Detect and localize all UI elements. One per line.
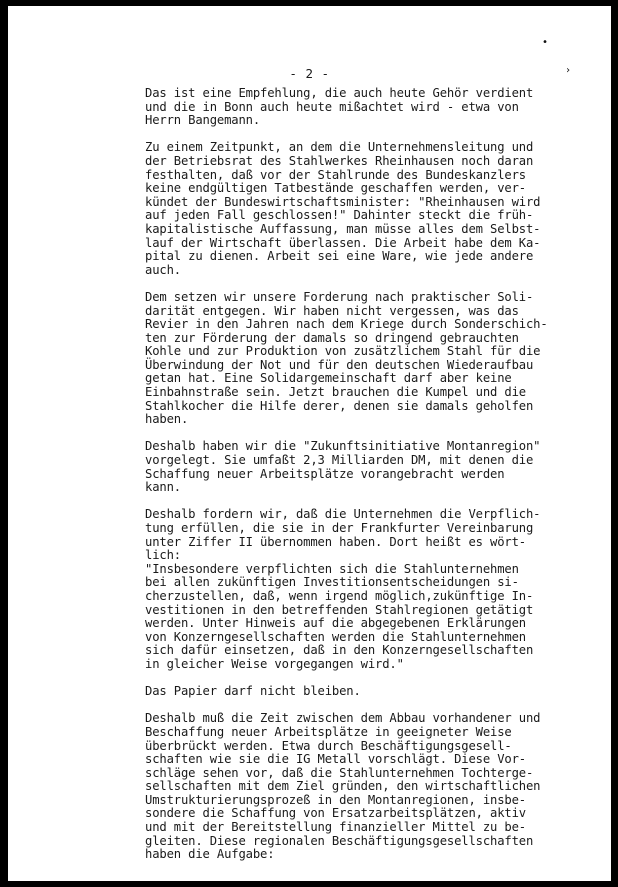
document-page: [8, 6, 611, 881]
text-line: und mit der Bereitstellung finanzieller Mittel zu be-: [145, 820, 526, 835]
text-line: tung erfüllen, die sie in der Frankfurter Vereinbarung: [145, 521, 534, 535]
text-line: sich dafür einsetzen, daß in den Konzerngesellschaften: [145, 643, 534, 658]
text-line: haben.: [145, 412, 189, 427]
text-line: schläge sehen vor, daß die Stahlunternehmen Tochterge-: [145, 765, 534, 780]
text-line: pital zu dienen. Arbeit sei eine Ware, wie jede andere: [145, 249, 534, 264]
paragraph: [145, 87, 565, 128]
text-line: haben die Aufgabe:: [145, 847, 275, 862]
text-line: kapitalistische Auffassung, man müsse alles dem Selbst-: [145, 221, 541, 236]
text-line: lich:: [145, 548, 181, 563]
text-line: Deshalb muß die Zeit zwischen dem Abbau vorhandener und: [145, 711, 541, 726]
paragraph: [145, 712, 565, 862]
document-body: [145, 87, 565, 875]
text-line: bei allen zukünftigen Investitionsentscheidungen si-: [145, 575, 519, 590]
paragraph: [145, 440, 565, 494]
text-line: vorgelegt. Sie umfaßt 2,3 Milliarden DM, mit denen die: [145, 453, 534, 468]
text-line: Das ist eine Empfehlung, die auch heute Gehör verdient: [145, 86, 534, 100]
text-line: lauf der Wirtschaft überlassen. Die Arbeit habe dem Ka-: [145, 235, 541, 250]
text-line: ten zur Förderung der damals so dringend gebrauchten: [145, 330, 519, 345]
text-line: Schaffung neuer Arbeitsplätze vorangebracht werden: [145, 466, 505, 481]
text-line: darität entgegen. Wir haben nicht vergessen, was das: [145, 303, 519, 318]
text-line: getan hat. Eine Solidargemeinschaft darf aber keine: [145, 371, 512, 386]
text-line: unter Ziffer II übernommen haben. Dort heißt es wört-: [145, 534, 526, 549]
text-line: Überwindung der Not und für den deutschen Wiederaufbau: [145, 357, 534, 372]
text-line: gleiten. Diese regionalen Beschäftigungsgesellschaften: [145, 833, 534, 848]
text-line: Das Papier darf nicht bleiben.: [145, 684, 361, 699]
text-line: Einbahnstraße sein. Jetzt brauchen die Kumpel und die: [145, 385, 526, 400]
text-line: der Betriebsrat des Stahlwerkes Rheinhausen noch daran: [145, 153, 534, 168]
text-line: festhalten, daß vor der Stahlrunde des Bundeskanzlers: [145, 167, 526, 182]
text-line: schaften wie sie die IG Metall vorschlägt. Diese Vor-: [145, 752, 526, 767]
scan-speck: ›: [565, 65, 572, 76]
text-line: sondere die Schaffung von Ersatzarbeitsplätzen, aktiv: [145, 806, 526, 821]
text-line: Beschaffung neuer Arbeitsplätze in geeigneter Weise: [145, 724, 512, 739]
text-line: Umstrukturierungsprozeß in den Montanregionen, insbe-: [145, 792, 526, 807]
paragraph: [145, 141, 565, 277]
scan-speck: •: [542, 37, 549, 48]
text-line: Dem setzen wir unsere Forderung nach praktischer Soli-: [145, 289, 534, 304]
text-line: cherzustellen, daß, wenn irgend möglich,zukünftige In-: [145, 588, 534, 603]
text-line: auf jeden Fall geschlossen!" Dahinter steckt die früh-: [145, 208, 534, 223]
text-line: in gleicher Weise vorgegangen wird.": [145, 656, 404, 671]
text-line: sellschaften mit dem Ziel gründen, den wirtschaftlichen: [145, 779, 541, 794]
text-line: kündet der Bundeswirtschaftsminister: "Rheinhausen wird: [145, 194, 541, 209]
text-line: Stahlkocher die Hilfe derer, denen sie damals geholfen: [145, 398, 534, 413]
text-line: "Insbesondere verpflichten sich die Stahlunternehmen: [145, 561, 519, 576]
paragraph: [145, 508, 565, 671]
text-line: Deshalb fordern wir, daß die Unternehmen die Verpflich-: [145, 507, 541, 522]
text-line: Herrn Bangemann.: [145, 113, 260, 128]
text-line: keine endgültigen Tatbestände geschaffen werden, ver-: [145, 181, 526, 196]
text-line: kann.: [145, 480, 181, 495]
text-line: auch.: [145, 262, 181, 277]
text-line: Deshalb haben wir die "Zukunftsinitiative Montanregion": [145, 439, 541, 454]
text-line: werden. Unter Hinweis auf die abgegebenen Erklärungen: [145, 616, 526, 631]
paragraph: [145, 685, 565, 699]
paragraph: [145, 291, 565, 427]
text-line: vestitionen in den betreffenden Stahlregionen getätigt: [145, 602, 534, 617]
text-line: Revier in den Jahren nach dem Kriege durch Sonderschich-: [145, 317, 548, 332]
text-line: überbrückt werden. Etwa durch Beschäftigungsgesell-: [145, 738, 512, 753]
page-number: - 2 -: [289, 66, 330, 81]
text-line: Kohle und zur Produktion von zusätzlichem Stahl für die: [145, 344, 541, 359]
text-line: und die in Bonn auch heute mißachtet wird - etwa von: [145, 99, 519, 114]
text-line: Zu einem Zeitpunkt, an dem die Unternehmensleitung und: [145, 140, 534, 155]
text-line: von Konzerngesellschaften werden die Stahlunternehmen: [145, 629, 526, 644]
